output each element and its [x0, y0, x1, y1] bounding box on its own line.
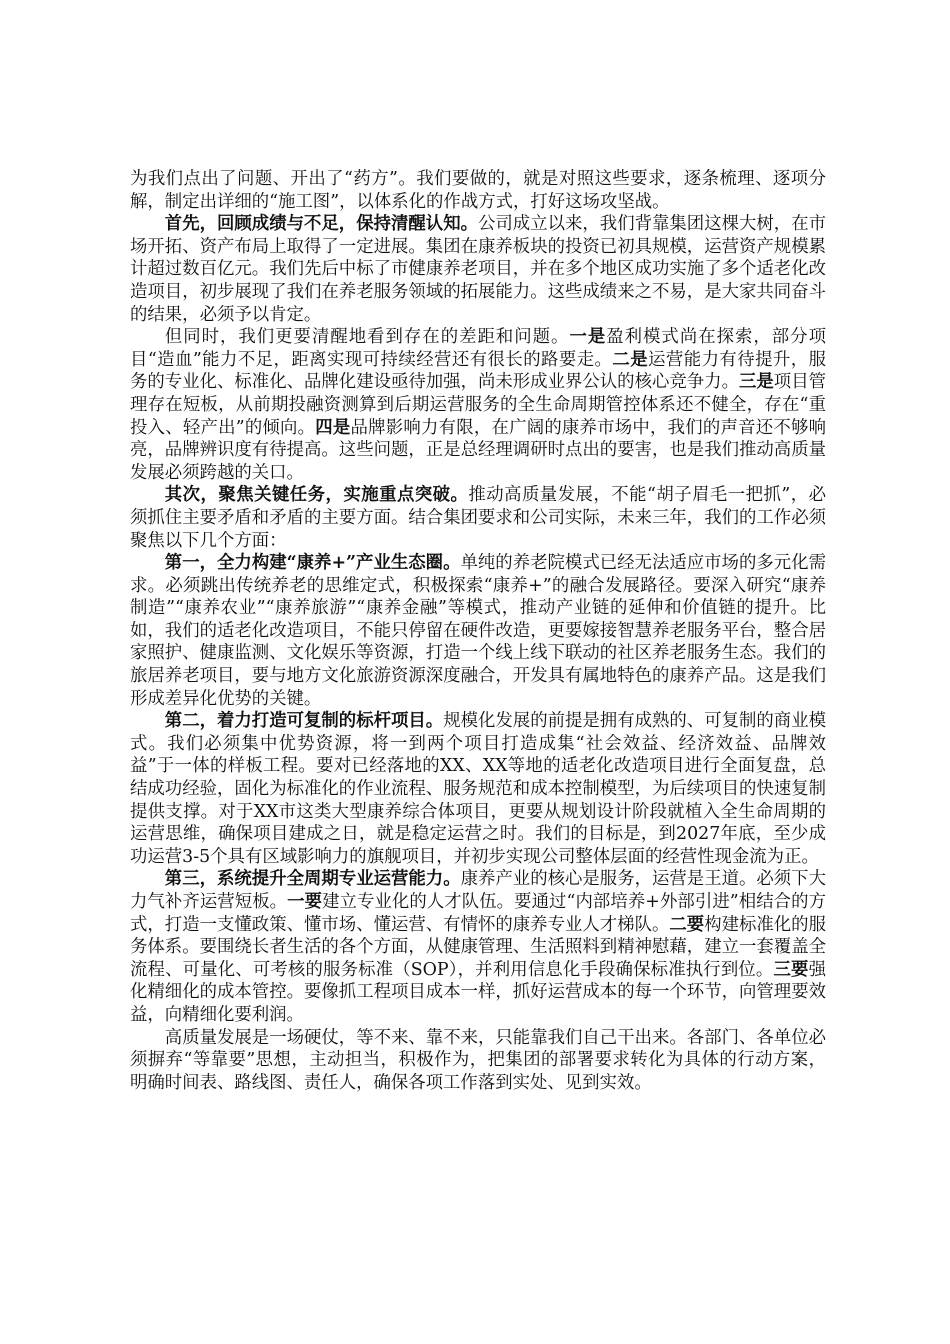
text-run: 项目管理存在短板，从前期投融资测算到后期运营服务的全生命周期管控体系还不健全，存在“重投入、轻产出”的倾向。	[130, 372, 826, 438]
bold-text-run: 一要	[287, 892, 323, 912]
text-run: 运营能力有待提升，服务的专业化、标准化、品牌化建设亟待加强，尚未形成业界公认的核心竞争力。	[130, 349, 826, 393]
bold-text-run: 首先，回顾成绩与不足，保持清醒认知。	[164, 214, 478, 235]
text-run: 为我们点出了问题、开出了“药方”。我们要做的，就是对照这些要求，逐条梳理、逐项分解，制定出详细的“施工图”，以体系化的作战方式，打好这场攻坚战。	[130, 169, 826, 212]
bold-text-run: 四是	[315, 417, 351, 438]
paragraph	[130, 868, 826, 1026]
text-run: 盈利模式尚在探索，部分项目“造血”能力不足，距离实现可持续经营还有很长的路要走。	[130, 327, 826, 370]
bold-text-run: 三是	[738, 372, 774, 393]
bold-text-run: 二是	[612, 349, 649, 370]
text-run: 构建标准化的服务体系。要围绕长者生活的各个方面，从健康管理、生活照料到精神慰藉，建立一套覆盖全流程、可量化、可考核的服务标准（SOP），并利用信息化手段确保标准执行到位。	[130, 914, 826, 980]
paragraph	[130, 1027, 826, 1095]
text-run: 单纯的养老院模式已经无法适应市场的多元化需求。必须跳出传统养老的思维定式，积极探索“康养+”的融合发展路径。要深入研究“康养制造”“康养农业”“康养旅游”“康养金融”等模式，推动产业链的延伸和价值链的提升。比如，我们的适老化改造项目，不能只停留在硬件改造，更要嫁接智慧养老服务平台，整合居家照护、健康监测、文化娱乐等资源，打造一个线上线下联动的社区养老服务生态。我们的旅居养老项目，要与地方文化旅游资源深度融合，开发具有属地特色的康养产品。这是我们形成差异化优势的关键。	[130, 553, 826, 709]
bold-text-run: 三要	[773, 959, 809, 980]
bold-text-run: 二要	[669, 914, 705, 935]
bold-text-run: 一是	[569, 327, 607, 348]
paragraph	[130, 710, 826, 868]
document-body	[130, 168, 826, 1094]
bold-text-run: 其次，聚焦关键任务，实施重点突破。	[164, 485, 469, 506]
paragraph	[130, 484, 826, 552]
paragraph	[130, 326, 826, 484]
text-run: 强化精细化的成本管控。要像抓工程项目成本一样，抓好运营成本的每一个环节，向管理要效益，向精细化要利润。	[130, 959, 826, 1025]
paragraph	[130, 168, 826, 213]
text-run: 推动高质量发展，不能“胡子眉毛一把抓”，必须抓住主要矛盾和矛盾的主要方面。结合集团要求和公司实际，未来三年，我们的工作必须聚焦以下几个方面：	[130, 485, 826, 551]
text-run: 康养产业的核心是服务，运营是王道。必须下大力气补齐运营短板。	[130, 869, 826, 912]
paragraph	[130, 552, 826, 710]
bold-text-run: 第一，全力构建“康养+”产业生态圈。	[164, 553, 461, 574]
text-run: 但同时，我们更要清醒地看到存在的差距和问题。	[164, 327, 570, 348]
text-run: 品牌影响力有限，在广阔的康养市场中，我们的声音还不够响亮，品牌辨识度有待提高。这些问题，正是总经理调研时点出的要害，也是我们推动高质量发展必须跨越的关口。	[130, 417, 826, 483]
text-run: 公司成立以来，我们背靠集团这棵大树，在市场开拓、资产布局上取得了一定进展。集团在康养板块的投资已初具规模，运营资产规模累计超过数百亿元。我们先后中标了市健康养老项目，并在多个地区成功实施了多个适老化改造项目，初步展现了我们在养老服务领域的拓展能力。这些成绩来之不易，是大家共同奋斗的结果，必须予以肯定。	[130, 214, 826, 325]
text-run: 高质量发展是一场硬仗，等不来、靠不来，只能靠我们自己干出来。各部门、各单位必须摒弃“等靠要”思想，主动担当，积极作为，把集团的部署要求转化为具体的行动方案，明确时间表、路线图、责任人，确保各项工作落到实处、见到实效。	[130, 1027, 826, 1093]
paragraph	[130, 213, 826, 326]
text-run: 建立专业化的人才队伍。要通过“内部培养+外部引进”相结合的方式，打造一支懂政策、懂市场、懂运营、有情怀的康养专业人才梯队。	[130, 892, 826, 935]
text-run: 规模化发展的前提是拥有成熟的、可复制的商业模式。我们必须集中优势资源，将一到两个项目打造成集“社会效益、经济效益、品牌效益”于一体的样板工程。要对已经落地的XX、XX等地的适老化改造项目进行全面复盘，总结成功经验，固化为标准化的作业流程、服务规范和成本控制模型，为后续项目的快速复制提供支撑。对于XX市这类大型康养综合体项目，更要从规划设计阶段就植入全生命周期的运营思维，确保项目建成之日，就是稳定运营之时。我们的目标是，到2027年底，至少成功运营3-5个具有区域影响力的旗舰项目，并初步实现公司整体层面的经营性现金流为正。	[130, 711, 826, 867]
bold-text-run: 第二，着力打造可复制的标杆项目。	[164, 711, 444, 732]
bold-text-run: 第三，系统提升全周期专业运营能力。	[164, 869, 461, 890]
